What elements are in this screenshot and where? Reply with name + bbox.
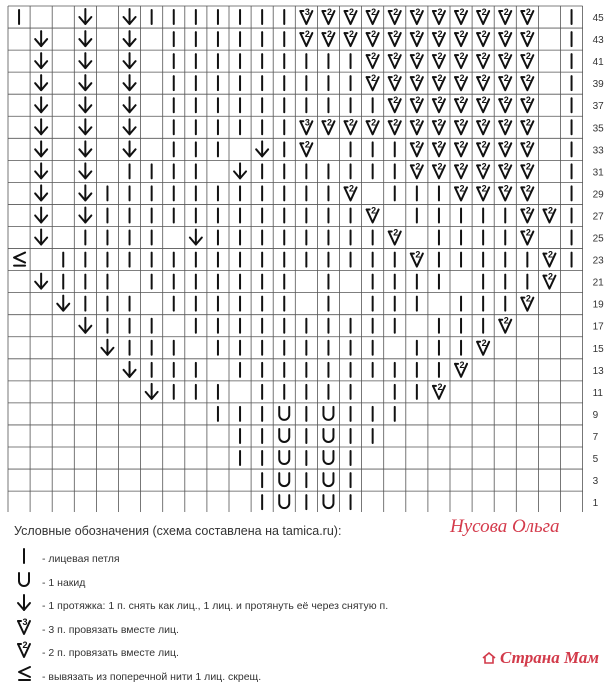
stitch-symbol: [499, 95, 511, 112]
svg-text:2: 2: [548, 205, 553, 215]
stitch-symbol: [35, 163, 47, 178]
stitch-symbol: [411, 29, 423, 46]
stitch-symbol: [35, 97, 47, 112]
stitch-symbol: [18, 595, 30, 610]
row-number: 37: [593, 101, 605, 112]
stitch-symbol: [146, 384, 158, 399]
svg-text:2: 2: [526, 73, 531, 83]
svg-text:3: 3: [305, 117, 310, 127]
stitch-symbol: [389, 51, 401, 68]
svg-text:2: 2: [437, 95, 442, 105]
stitch-symbol: [19, 667, 30, 680]
stitch-symbol: [499, 316, 511, 333]
stitch-symbol: [323, 429, 333, 442]
row-number: 15: [593, 344, 605, 355]
stitch-symbol: [411, 95, 423, 112]
stitch-symbol: [79, 119, 91, 134]
k2tog-icon: [12, 638, 36, 662]
stitch-symbol: [79, 207, 91, 222]
stitch-symbol: [279, 429, 289, 442]
svg-text:2: 2: [415, 7, 420, 17]
k3tog-icon: [12, 615, 36, 639]
stitch-symbol: [79, 9, 91, 24]
stitch-symbol: [521, 139, 533, 156]
svg-text:2: 2: [460, 73, 465, 83]
row-number: 21: [593, 278, 605, 289]
stitch-symbol: [521, 51, 533, 68]
row-number: 27: [593, 211, 605, 222]
stitch-symbol: [521, 95, 533, 112]
stitch-symbol: [367, 205, 379, 222]
svg-text:2: 2: [504, 117, 509, 127]
stitch-symbol: [433, 95, 445, 112]
stitch-symbol: [300, 7, 312, 24]
svg-text:2: 2: [526, 139, 531, 149]
svg-text:2: 2: [327, 117, 332, 127]
svg-text:2: 2: [548, 272, 553, 282]
row-number: 5: [593, 454, 599, 465]
stitch-symbol: [19, 573, 29, 586]
svg-text:2: 2: [437, 382, 442, 392]
stitch-symbol: [411, 117, 423, 134]
stitch-symbol: [499, 73, 511, 90]
stitch-symbol: [521, 205, 533, 222]
stitch-symbol: [79, 141, 91, 156]
svg-text:2: 2: [437, 117, 442, 127]
stitch-symbol: [124, 53, 136, 68]
stitch-symbol: [433, 382, 445, 399]
svg-text:2: 2: [415, 95, 420, 105]
stitch-symbol: [323, 473, 333, 486]
grid-lines: [8, 6, 583, 512]
svg-text:2: 2: [482, 7, 487, 17]
stitch-symbol: [279, 473, 289, 486]
svg-text:2: 2: [305, 29, 310, 39]
svg-text:2: 2: [504, 139, 509, 149]
svg-text:2: 2: [482, 139, 487, 149]
svg-text:2: 2: [415, 161, 420, 171]
stitch-symbol: [455, 95, 467, 112]
stitch-symbol: [477, 29, 489, 46]
stitch-symbol: [234, 163, 246, 178]
svg-text:3: 3: [22, 617, 27, 627]
svg-text:2: 2: [437, 51, 442, 61]
stitch-symbol: [499, 117, 511, 134]
row-number: 35: [593, 123, 605, 134]
stitch-symbol: [499, 139, 511, 156]
stitch-symbol: [79, 53, 91, 68]
svg-text:2: 2: [482, 29, 487, 39]
svg-text:2: 2: [371, 117, 376, 127]
stitch-symbol: [455, 117, 467, 134]
stitch-symbol: [18, 617, 30, 634]
svg-text:2: 2: [460, 183, 465, 193]
stitch-symbol: [323, 495, 333, 508]
stitch-symbol: [521, 294, 533, 311]
svg-text:2: 2: [482, 183, 487, 193]
stitch-symbol: [35, 185, 47, 200]
svg-text:2: 2: [504, 316, 509, 326]
stitch-symbol: [35, 53, 47, 68]
svg-text:2: 2: [415, 139, 420, 149]
stitch-symbol: [79, 75, 91, 90]
svg-text:2: 2: [482, 51, 487, 61]
svg-text:2: 2: [393, 51, 398, 61]
stitch-symbol: [345, 7, 357, 24]
row-numbers: [593, 13, 605, 509]
row-number: 1: [593, 498, 599, 509]
stitch-symbol: [477, 7, 489, 24]
svg-text:2: 2: [349, 117, 354, 127]
svg-text:2: 2: [393, 29, 398, 39]
stitch-symbol: [411, 7, 423, 24]
svg-text:2: 2: [526, 183, 531, 193]
row-number: 3: [593, 476, 599, 487]
svg-text:2: 2: [504, 7, 509, 17]
stitch-symbol: [367, 117, 379, 134]
make-one-icon: [12, 662, 36, 686]
stitch-symbol: [433, 139, 445, 156]
stitch-symbol: [35, 141, 47, 156]
stitch-symbol: [300, 117, 312, 134]
chart-symbols: [14, 7, 572, 509]
stitch-symbol: [279, 451, 289, 464]
stitch-symbol: [322, 7, 334, 24]
stitch-symbol: [35, 31, 47, 46]
stitch-symbol: [389, 29, 401, 46]
stitch-symbol: [455, 161, 467, 178]
stitch-symbol: [322, 29, 334, 46]
stitch-symbol: [279, 407, 289, 420]
stitch-symbol: [367, 7, 379, 24]
stitch-symbol: [411, 139, 423, 156]
svg-text:2: 2: [526, 51, 531, 61]
stitch-symbol: [389, 95, 401, 112]
stitch-symbol: [124, 97, 136, 112]
stitch-symbol: [455, 29, 467, 46]
stitch-symbol: [521, 228, 533, 245]
stitch-symbol: [433, 161, 445, 178]
svg-text:2: 2: [504, 51, 509, 61]
stitch-symbol: [521, 161, 533, 178]
svg-text:2: 2: [526, 117, 531, 127]
stitch-symbol: [124, 9, 136, 24]
stitch-symbol: [499, 51, 511, 68]
svg-text:2: 2: [504, 29, 509, 39]
svg-text:2: 2: [504, 161, 509, 171]
stitch-symbol: [455, 73, 467, 90]
knit-stitch-icon: [12, 544, 36, 568]
svg-text:2: 2: [349, 183, 354, 193]
row-number: 29: [593, 189, 605, 200]
legend-item: [12, 597, 452, 621]
legend-item: [12, 644, 452, 668]
stitch-symbol: [124, 141, 136, 156]
stitch-symbol: [389, 7, 401, 24]
svg-text:2: 2: [460, 117, 465, 127]
author-signature: Нусова Ольга: [450, 516, 560, 538]
stitch-symbol: [499, 183, 511, 200]
stitch-symbol: [411, 73, 423, 90]
svg-text:2: 2: [460, 7, 465, 17]
svg-text:2: 2: [393, 73, 398, 83]
legend-item: [12, 574, 452, 598]
stitch-symbol: [477, 161, 489, 178]
stitch-symbol: [190, 230, 202, 245]
stitch-symbol: [477, 51, 489, 68]
svg-text:2: 2: [393, 228, 398, 238]
stitch-symbol: [18, 640, 30, 657]
row-number: 43: [593, 35, 605, 46]
svg-text:2: 2: [482, 95, 487, 105]
svg-text:2: 2: [393, 117, 398, 127]
house-icon: [482, 652, 496, 664]
svg-text:2: 2: [460, 161, 465, 171]
stitch-symbol: [433, 73, 445, 90]
svg-text:2: 2: [437, 29, 442, 39]
svg-text:2: 2: [437, 7, 442, 17]
svg-text:2: 2: [415, 73, 420, 83]
stitch-symbol: [455, 51, 467, 68]
row-number: 11: [593, 388, 604, 399]
stitch-symbol: [455, 360, 467, 377]
stitch-symbol: [35, 230, 47, 245]
stitch-symbol: [499, 161, 511, 178]
svg-text:2: 2: [526, 95, 531, 105]
svg-text:2: 2: [526, 161, 531, 171]
svg-text:2: 2: [22, 640, 27, 650]
stitch-symbol: [411, 250, 423, 267]
stitch-symbol: [345, 29, 357, 46]
ssk-arrow-icon: [12, 591, 36, 615]
legend-item-text: - 3 п. провязать вместе лиц.: [42, 624, 179, 636]
svg-text:2: 2: [371, 7, 376, 17]
stitch-symbol: [79, 318, 91, 333]
svg-text:2: 2: [349, 29, 354, 39]
stitch-symbol: [79, 97, 91, 112]
stitch-symbol: [124, 362, 136, 377]
stitch-symbol: [543, 205, 555, 222]
stitch-symbol: [521, 29, 533, 46]
svg-text:2: 2: [415, 29, 420, 39]
stitch-symbol: [124, 75, 136, 90]
svg-text:2: 2: [482, 338, 487, 348]
row-number: 45: [593, 13, 605, 24]
stitch-symbol: [323, 451, 333, 464]
stitch-symbol: [389, 228, 401, 245]
svg-text:2: 2: [415, 51, 420, 61]
stitch-symbol: [101, 340, 113, 355]
legend-item: [12, 550, 452, 574]
stitch-symbol: [300, 139, 312, 156]
stitch-symbol: [79, 31, 91, 46]
stitch-symbol: [35, 207, 47, 222]
stitch-symbol: [433, 7, 445, 24]
stitch-symbol: [367, 73, 379, 90]
svg-text:2: 2: [371, 205, 376, 215]
stitch-symbol: [521, 73, 533, 90]
legend-title: Условные обозначения (схема составлена на tamica.ru):: [14, 524, 341, 538]
stitch-symbol: [256, 141, 268, 156]
stitch-symbol: [477, 338, 489, 355]
stitch-symbol: [323, 407, 333, 420]
svg-text:2: 2: [371, 29, 376, 39]
svg-text:2: 2: [437, 139, 442, 149]
svg-text:2: 2: [482, 161, 487, 171]
legend-item-text: - лицевая петля: [42, 553, 120, 565]
legend-item-text: - 2 п. провязать вместе лиц.: [42, 647, 179, 659]
svg-text:2: 2: [305, 139, 310, 149]
site-logo: [482, 648, 599, 668]
svg-text:2: 2: [526, 7, 531, 17]
stitch-symbol: [300, 29, 312, 46]
stitch-symbol: [477, 95, 489, 112]
stitch-symbol: [322, 117, 334, 134]
svg-text:2: 2: [460, 139, 465, 149]
stitch-symbol: [499, 29, 511, 46]
stitch-symbol: [279, 495, 289, 508]
svg-text:2: 2: [504, 183, 509, 193]
stitch-symbol: [455, 183, 467, 200]
stitch-symbol: [477, 139, 489, 156]
stitch-symbol: [455, 7, 467, 24]
svg-text:2: 2: [460, 95, 465, 105]
row-number: 17: [593, 322, 605, 333]
svg-text:2: 2: [327, 7, 332, 17]
legend-item-text: - 1 накид: [42, 577, 85, 589]
stitch-symbol: [14, 253, 25, 266]
stitch-symbol: [79, 163, 91, 178]
stitch-symbol: [411, 51, 423, 68]
stitch-symbol: [345, 117, 357, 134]
legend-item: [12, 668, 452, 691]
row-number: 13: [593, 366, 605, 377]
stitch-symbol: [499, 7, 511, 24]
svg-text:2: 2: [504, 95, 509, 105]
svg-text:2: 2: [482, 73, 487, 83]
svg-text:2: 2: [460, 360, 465, 370]
stitch-symbol: [124, 31, 136, 46]
svg-text:2: 2: [526, 29, 531, 39]
svg-text:2: 2: [327, 29, 332, 39]
stitch-symbol: [35, 75, 47, 90]
stitch-symbol: [543, 272, 555, 289]
stitch-symbol: [367, 51, 379, 68]
stitch-symbol: [477, 117, 489, 134]
stitch-symbol: [411, 161, 423, 178]
stitch-symbol: [433, 117, 445, 134]
svg-text:3: 3: [305, 7, 310, 17]
legend: [12, 550, 452, 691]
stitch-symbol: [521, 183, 533, 200]
stitch-symbol: [477, 73, 489, 90]
stitch-symbol: [57, 296, 69, 311]
svg-text:2: 2: [460, 51, 465, 61]
stitch-symbol: [345, 183, 357, 200]
svg-text:2: 2: [437, 161, 442, 171]
legend-item-text: - 1 протяжка: 1 п. снять как лиц., 1 лиц. и протянуть её через снятую п.: [42, 600, 388, 612]
stitch-symbol: [521, 117, 533, 134]
svg-text:2: 2: [482, 117, 487, 127]
svg-text:2: 2: [393, 7, 398, 17]
site-logo-text: Страна Мам: [500, 648, 599, 667]
yarn-over-icon: [12, 568, 36, 592]
svg-text:2: 2: [526, 205, 531, 215]
svg-text:2: 2: [371, 73, 376, 83]
stitch-symbol: [389, 73, 401, 90]
stitch-symbol: [433, 29, 445, 46]
svg-text:2: 2: [415, 117, 420, 127]
stitch-symbol: [455, 139, 467, 156]
svg-text:2: 2: [526, 294, 531, 304]
row-number: 9: [593, 410, 599, 421]
svg-text:2: 2: [393, 95, 398, 105]
row-number: 19: [593, 300, 605, 311]
row-number: 39: [593, 79, 605, 90]
row-number: 41: [593, 57, 605, 68]
legend-item-text: - вывязать из поперечной нити 1 лиц. скрещ.: [42, 671, 261, 683]
svg-text:2: 2: [349, 7, 354, 17]
row-number: 25: [593, 234, 605, 245]
row-number: 33: [593, 145, 605, 156]
stitch-symbol: [543, 250, 555, 267]
stitch-symbol: [477, 183, 489, 200]
stitch-symbol: [35, 119, 47, 134]
svg-text:2: 2: [548, 250, 553, 260]
legend-item: [12, 621, 452, 645]
stitch-symbol: [124, 119, 136, 134]
svg-text:2: 2: [371, 51, 376, 61]
stitch-symbol: [35, 274, 47, 289]
svg-text:2: 2: [415, 250, 420, 260]
stitch-symbol: [367, 29, 379, 46]
row-number: 7: [593, 432, 599, 443]
stitch-symbol: [79, 185, 91, 200]
row-number: 31: [593, 167, 605, 178]
stitch-symbol: [389, 117, 401, 134]
svg-text:2: 2: [460, 29, 465, 39]
svg-text:2: 2: [526, 228, 531, 238]
svg-text:2: 2: [504, 73, 509, 83]
stitch-symbol: [433, 51, 445, 68]
stitch-symbol: [521, 7, 533, 24]
row-number: 23: [593, 256, 605, 267]
svg-text:2: 2: [437, 73, 442, 83]
